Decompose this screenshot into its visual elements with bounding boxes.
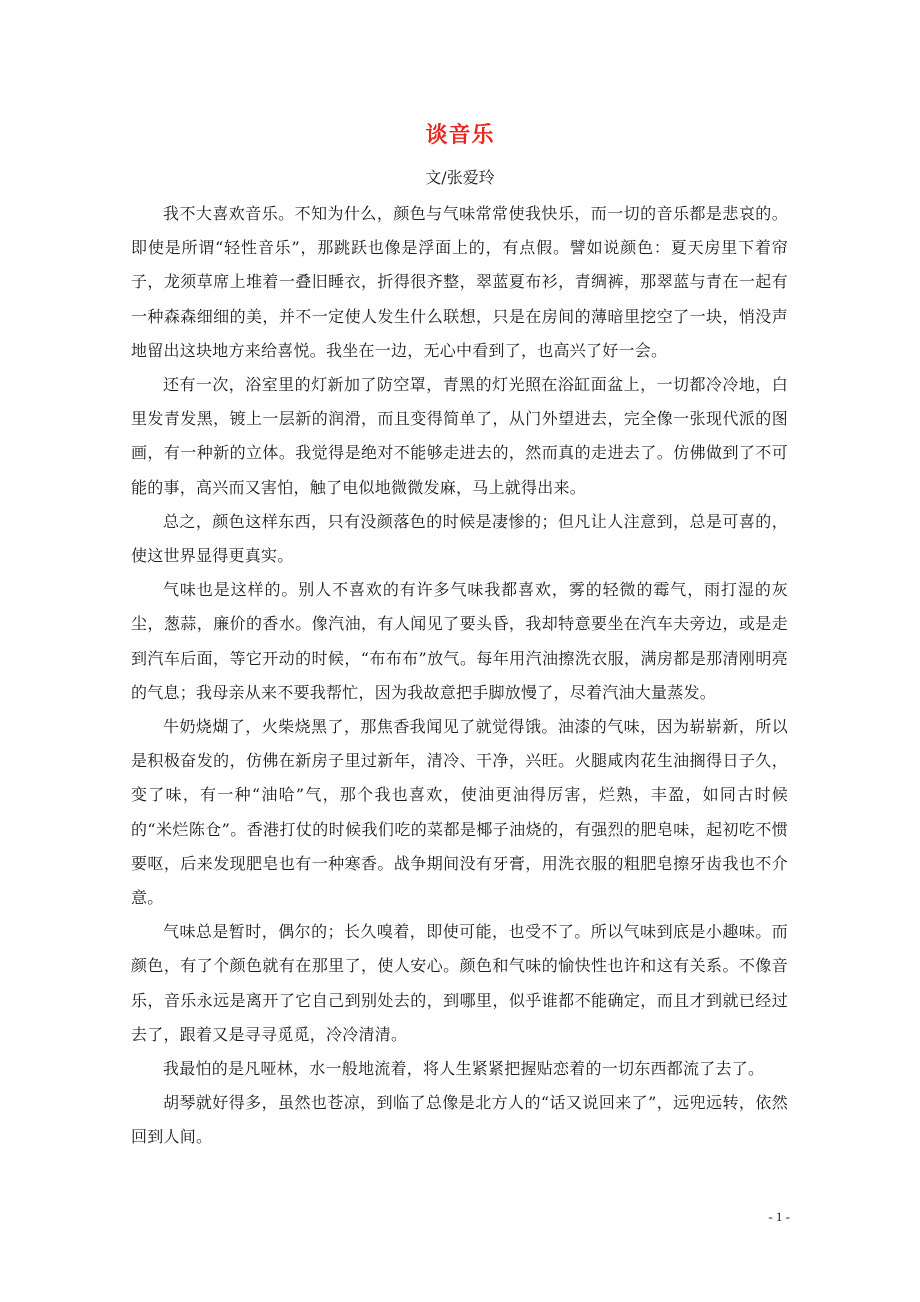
article-title: 谈音乐	[425, 122, 495, 148]
paragraph: 我最怕的是凡哑林，水一般地流着，将人生紧紧把握贴恋着的一切东西都流了去了。	[163, 1059, 765, 1079]
paragraph: 总之，颜色这样东西，只有没颜落色的时候是凄惨的；但凡让人注意到，总是可喜的，使这世界显得更真实。	[131, 511, 788, 566]
page-number: - 1 -	[768, 1209, 790, 1224]
article-author: 文/张爱玲	[425, 168, 495, 187]
paragraph: 牛奶烧煳了，火柴烧黑了，那焦香我闻见了就觉得饿。油漆的气味，因为崭崭新，所以是积极奋发的，仿佛在新房子里过新年，清冷、干净，兴旺。火腿咸肉花生油搁得日子久，变了味，有一种“油哈”气，那个我也喜欢，使油更油得厉害，烂熟，丰盈，如同古时候的“米烂陈仓”。香港打仗的时候我们吃的菜都是椰子油烧的，有强烈的肥皂味，起初吃不惯要呕，后来发现肥皂也有一种寒香。战争期间没有牙膏，用洗衣服的粗肥皂擦牙齿我也不介意。	[131, 717, 788, 908]
paragraph: 我不大喜欢音乐。不知为什么，颜色与气味常常使我快乐，而一切的音乐都是悲哀的。即使是所谓“轻性音乐”，那跳跃也像是浮面上的，有点假。譬如说颜色：夏天房里下着帘子，龙须草席上堆着一叠旧睡衣，折得很齐整，翠蓝夏布衫，青绸裤，那翠蓝与青在一起有一种森森细细的美，并不一定使人发生什么联想，只是在房间的薄暗里挖空了一块，悄没声地留出这块地方来给喜悦。我坐在一边，无心中看到了，也高兴了好一会。	[131, 204, 788, 360]
article-body	[131, 197, 788, 1155]
paragraph: 气味也是这样的。别人不喜欢的有许多气味我都喜欢，雾的轻微的霉气，雨打湿的灰尘，葱蒜，廉价的香水。像汽油，有人闻见了要头昏，我却特意要坐在汽车夫旁边，或是走到汽车后面，等它开动的时候，“布布布”放气。每年用汽油擦洗衣服，满房都是那清刚明亮的气息；我母亲从来不要我帮忙，因为我故意把手脚放慢了，尽着汽油大量蒸发。	[131, 580, 788, 702]
paragraph: 胡琴就好得多，虽然也苍凉，到临了总像是北方人的“话又说回来了”，远兜远转，依然回到人间。	[131, 1093, 788, 1147]
paragraph: 还有一次，浴室里的灯新加了防空罩，青黑的灯光照在浴缸面盆上，一切都冷冷地，白里发青发黑，镀上一层新的润滑，而且变得简单了，从门外望进去，完全像一张现代派的图画，有一种新的立体。我觉得是绝对不能够走进去的，然而真的走进去了。仿佛做到了不可能的事，高兴而又害怕，触了电似地微微发麻，马上就得出来。	[131, 375, 788, 497]
paragraph: 气味总是暂时，偶尔的；长久嗅着，即使可能，也受不了。所以气味到底是小趣味。而颜色，有了个颜色就有在那里了，使人安心。颜色和气味的愉快性也许和这有关系。不像音乐，音乐永远是离开了它自己到别处去的，到哪里，似乎谁都不能确定，而且才到就已经过去了，跟着又是寻寻觅觅，冷冷清清。	[131, 922, 788, 1044]
